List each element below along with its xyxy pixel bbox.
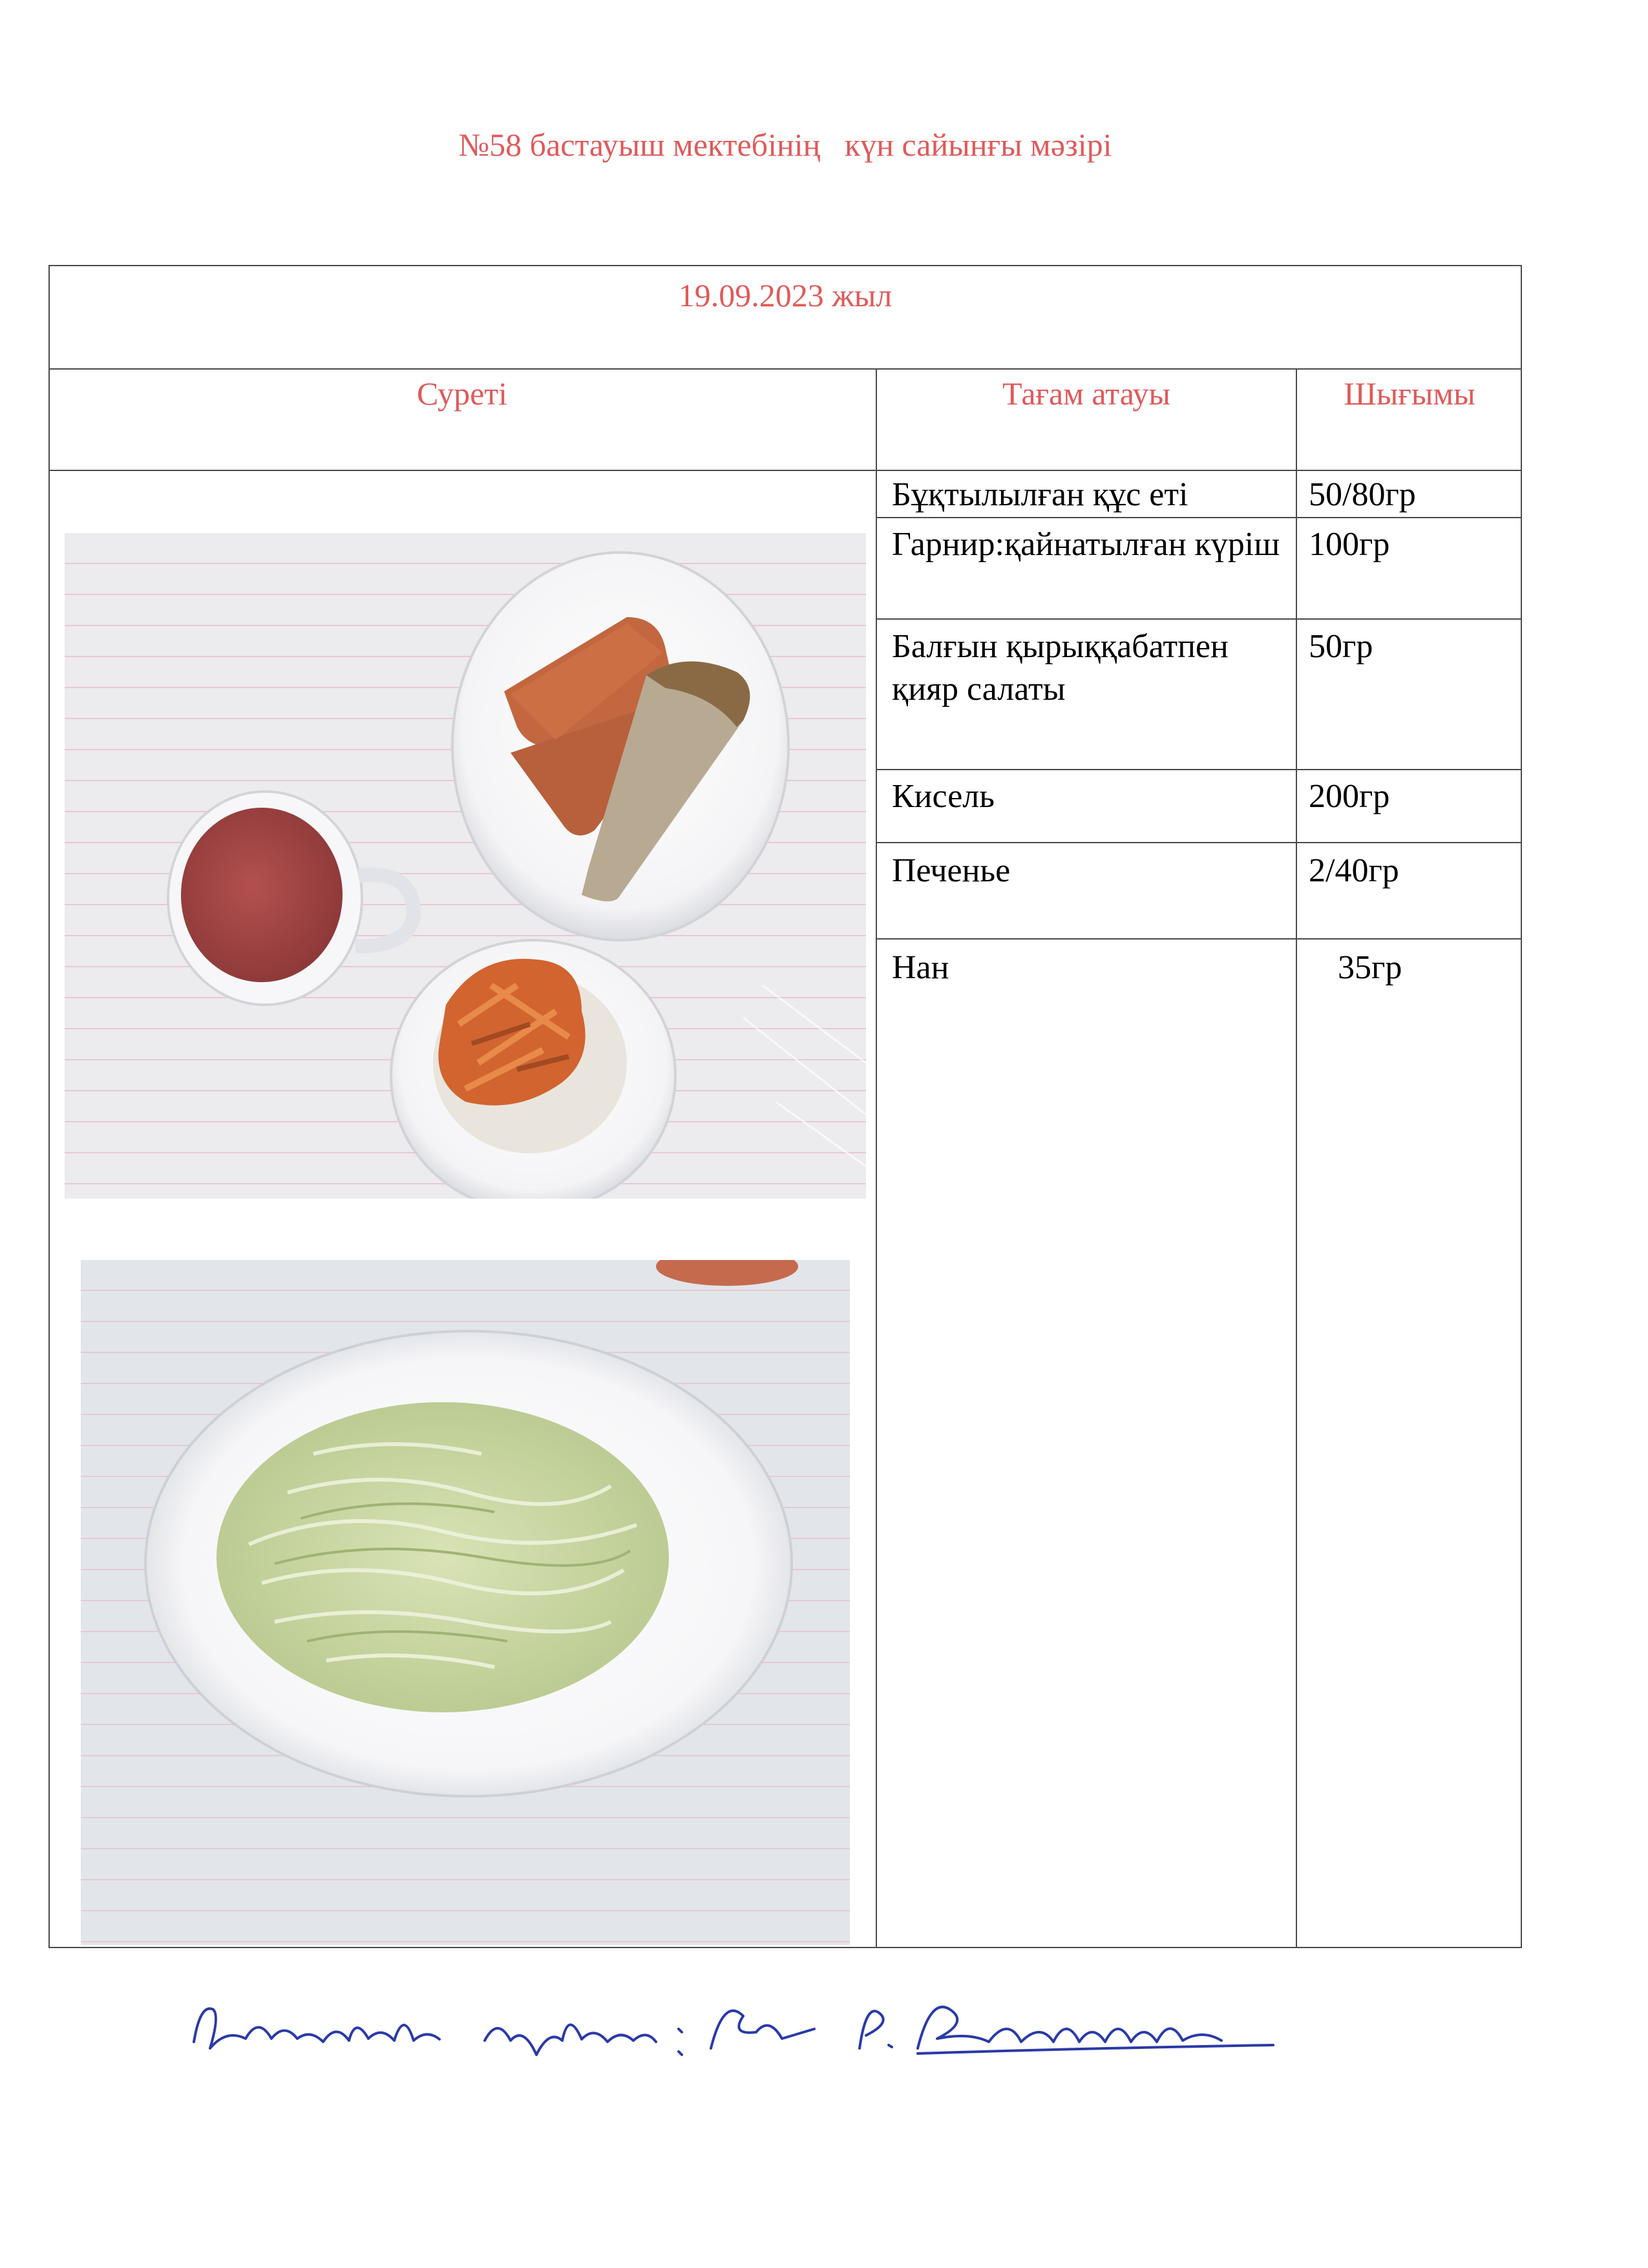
header-yield: Шығымы	[1344, 375, 1475, 412]
row-divider-1	[876, 517, 1522, 518]
dish-name-5: Печенье	[892, 852, 1011, 889]
row-divider-2	[876, 618, 1522, 620]
dish-name-4: Кисель	[892, 778, 995, 815]
dish-yield-4: 200гр	[1309, 778, 1390, 815]
dish-yield-3: 50гр	[1309, 628, 1373, 665]
dish-name-1: Бұқтылылған құс еті	[892, 476, 1188, 513]
column-divider-yield	[1296, 368, 1297, 1948]
dish-yield-5: 2/40гр	[1309, 852, 1399, 889]
salad-photo	[81, 1260, 850, 1945]
menu-date: 19.09.2023 жыл	[678, 277, 893, 313]
date-row-divider	[48, 368, 1522, 370]
column-divider-photo	[876, 368, 877, 1948]
dish-yield-1: 50/80гр	[1309, 476, 1416, 513]
row-divider-5	[876, 938, 1522, 940]
kissel	[181, 808, 343, 982]
header-dish: Тағам атауы	[1002, 375, 1170, 412]
row-divider-3	[876, 769, 1522, 770]
row-divider-4	[876, 842, 1522, 843]
dish-name-3: Балғын қырыққабатпен қияр салаты	[892, 628, 1229, 708]
signature	[174, 1977, 1305, 2087]
dish-name-6: Нан	[892, 949, 949, 986]
meal-photo-main	[65, 533, 866, 1199]
page-title: №58 бастауыш мектебінің күн сайынғы мәзірі	[458, 127, 1112, 163]
header-photo: Суреті	[416, 375, 508, 412]
dish-yield-6: 35гр	[1338, 949, 1402, 986]
dish-yield-2: 100гр	[1309, 526, 1390, 563]
dish-name-2: Гарнир:қайнатылған күріш	[892, 526, 1280, 563]
header-row-divider	[48, 470, 1522, 471]
